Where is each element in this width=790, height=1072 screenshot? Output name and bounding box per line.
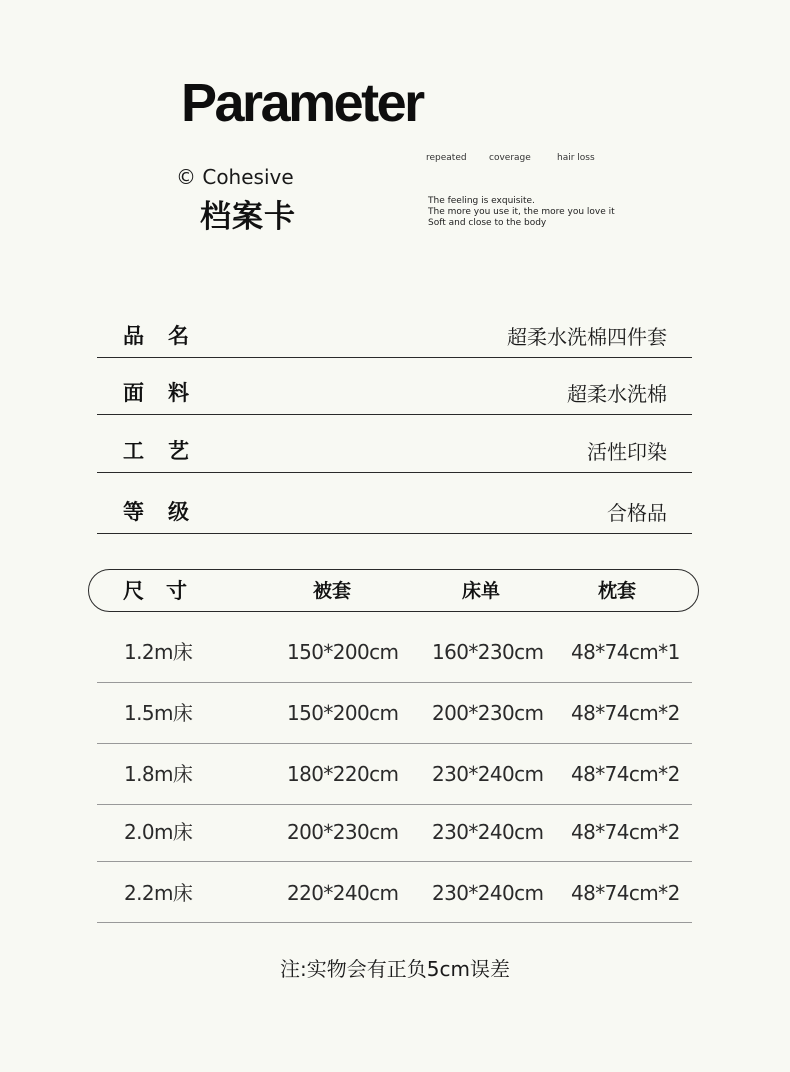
cell-bed-sheet: 230*240cm xyxy=(432,820,544,844)
attr-value: 活性印染 xyxy=(587,440,667,464)
cell-pillowcase: 48*74cm*1 xyxy=(571,640,680,664)
brand-name: © Cohesive xyxy=(176,165,294,189)
table-row xyxy=(97,683,692,744)
cell-duvet-cover: 180*220cm xyxy=(287,762,399,786)
table-row xyxy=(97,803,692,862)
cell-pillowcase: 48*74cm*2 xyxy=(571,701,680,725)
size-table-header xyxy=(88,569,699,612)
attr-row-fabric xyxy=(97,372,692,415)
cell-duvet-cover: 150*200cm xyxy=(287,640,399,664)
tag-coverage: coverage xyxy=(489,153,531,163)
attr-row-product-name xyxy=(97,315,692,358)
cell-bed-size: 1.8m床 xyxy=(124,762,193,786)
attr-value: 超柔水洗棉 xyxy=(567,382,667,406)
header-pillowcase: 枕套 xyxy=(598,580,637,602)
attr-row-craft xyxy=(97,430,692,473)
cell-pillowcase: 48*74cm*2 xyxy=(571,881,680,905)
slogan xyxy=(428,196,615,229)
table-row xyxy=(97,744,692,805)
attr-value: 合格品 xyxy=(607,501,667,525)
attr-value: 超柔水洗棉四件套 xyxy=(507,325,667,349)
cell-bed-size: 1.2m床 xyxy=(124,640,193,664)
slogan-line: The more you use it, the more you love it xyxy=(428,207,615,217)
cell-duvet-cover: 200*230cm xyxy=(287,820,399,844)
cell-bed-sheet: 200*230cm xyxy=(432,701,544,725)
cell-bed-size: 1.5m床 xyxy=(124,701,193,725)
cell-pillowcase: 48*74cm*2 xyxy=(571,820,680,844)
table-row xyxy=(97,622,692,683)
table-row xyxy=(97,862,692,923)
cell-bed-sheet: 160*230cm xyxy=(432,640,544,664)
attr-label: 等级 xyxy=(123,500,213,524)
page-title: Parameter xyxy=(181,73,423,133)
tag-hair-loss: hair loss xyxy=(557,153,595,163)
cell-duvet-cover: 220*240cm xyxy=(287,881,399,905)
cell-pillowcase: 48*74cm*2 xyxy=(571,762,680,786)
page-subtitle: 档案卡 xyxy=(200,199,296,235)
cell-bed-size: 2.0m床 xyxy=(124,820,193,844)
footnote: 注:实物会有正负5cm误差 xyxy=(280,957,510,981)
header-duvet-cover: 被套 xyxy=(313,580,352,602)
header-bed-sheet: 床单 xyxy=(462,580,501,602)
cell-bed-sheet: 230*240cm xyxy=(432,881,544,905)
slogan-line: Soft and close to the body xyxy=(428,218,547,228)
cell-duvet-cover: 150*200cm xyxy=(287,701,399,725)
cell-bed-size: 2.2m床 xyxy=(124,881,193,905)
header-size: 尺寸 xyxy=(123,579,209,603)
attr-label: 品名 xyxy=(123,324,213,348)
cell-bed-sheet: 230*240cm xyxy=(432,762,544,786)
attr-row-grade xyxy=(97,491,692,534)
slogan-line: The feeling is exquisite. xyxy=(428,196,535,206)
attr-label: 工艺 xyxy=(123,439,213,463)
attr-label: 面料 xyxy=(123,381,213,405)
tag-repeated: repeated xyxy=(426,153,467,163)
